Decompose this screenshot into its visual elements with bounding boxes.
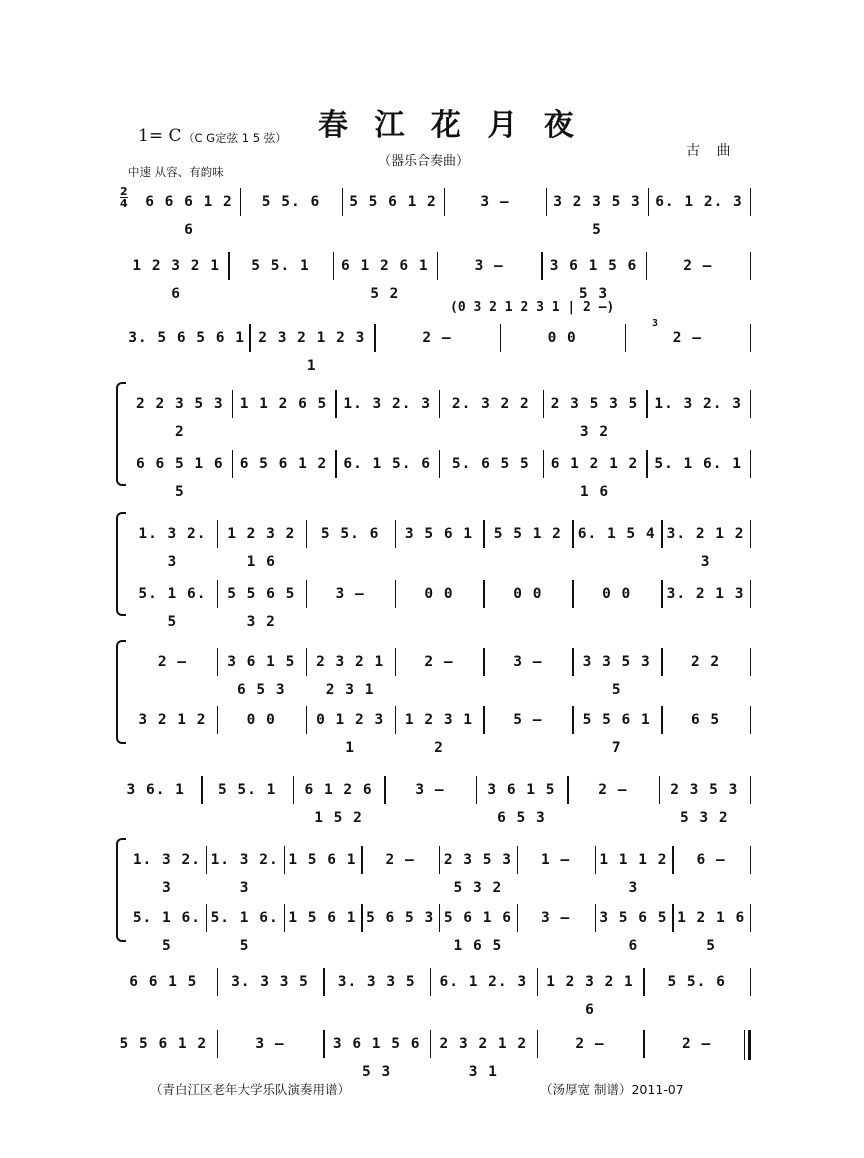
measure: 3 6 1 5 6 5 3	[549, 258, 638, 302]
measure: 2 –	[672, 330, 702, 346]
measure: 6 5 6 1 2	[239, 456, 328, 472]
measure: 2 2 3 5 3 2	[136, 396, 224, 440]
barline	[750, 188, 751, 216]
measure: 1 5 6 1	[288, 910, 357, 926]
score-line	[0, 580, 864, 630]
measure: 2 3 2 1 2 3 1	[258, 330, 366, 374]
measure: 2 –	[598, 782, 628, 798]
footer-credit-right: （汤厚宽 制谱）2011-07	[540, 1082, 684, 1097]
measure: 1. 3 2. 3	[210, 852, 279, 896]
measure: 2 –	[157, 654, 188, 670]
measure: 1. 3 2. 3	[343, 396, 431, 412]
measure: 1 2 3 2 1 6	[546, 974, 634, 1018]
measure: 3 5 6 5 6	[599, 910, 668, 954]
measure: 3 5 6 1	[404, 526, 474, 542]
tempo-marking: 中速 从容、有韵味	[128, 165, 224, 179]
measure: 3 3 5 3 5	[582, 654, 651, 698]
score-line	[0, 390, 864, 440]
measure: 5. 6 5 5	[451, 456, 530, 472]
key-signature: 1= C	[138, 126, 182, 146]
measure: 5 5 6 1 2	[119, 1036, 208, 1052]
score-line	[0, 450, 864, 500]
measure: 1 2 1 6 5	[677, 910, 746, 954]
measure: 2. 3 2 2	[451, 396, 530, 412]
measure: 6 1 2 6 1 5 2	[304, 782, 373, 826]
measure: 2 2	[690, 654, 721, 670]
measure: 1 –	[541, 852, 571, 868]
score-line	[0, 706, 864, 756]
measure: 3 6 1 5 6 5 3	[227, 654, 296, 698]
measure: 2 3 5 3 5 3 2	[550, 396, 639, 440]
measure: 2 –	[575, 1036, 605, 1052]
measure: 3 –	[541, 910, 571, 926]
measure: 3 –	[474, 258, 504, 274]
measure: 1. 3 2. 3	[132, 852, 201, 896]
score-line	[0, 520, 864, 570]
measure: 2 3 2 1 2 3 1	[439, 1036, 528, 1080]
measure: 3 2 3 5 3 5	[553, 194, 641, 238]
measure: 6 –	[696, 852, 726, 868]
measure: 1. 3 2. 3	[138, 526, 207, 570]
barline	[750, 706, 751, 734]
time-signature-top: 2	[120, 185, 128, 198]
measure: 2 3 2 1 2 3 1	[316, 654, 385, 698]
score-line	[0, 648, 864, 698]
barline	[750, 904, 751, 932]
measure: 3 –	[415, 782, 445, 798]
measure: 6 6 6 1 2 6	[145, 194, 233, 238]
measure: 0 0	[547, 330, 577, 346]
barline	[750, 252, 751, 280]
measure: 5 5. 6	[667, 974, 726, 990]
score-line	[0, 904, 864, 954]
measure: 1 1 2 6 5	[239, 396, 328, 412]
barline	[750, 450, 751, 478]
barline	[750, 390, 751, 418]
score-line	[0, 846, 864, 896]
subtitle: （器乐合奏曲）	[378, 154, 470, 169]
page-title: 春 江 花 月 夜	[318, 108, 582, 143]
measure: 3 –	[513, 654, 543, 670]
interlude-phrase: (0 3 2 1 2 3 1 | 2 –)	[450, 300, 615, 315]
measure: 6. 1 2. 3	[439, 974, 528, 990]
barline	[750, 324, 751, 352]
measure: 1. 3 2. 3	[654, 396, 742, 412]
measure: 5 5 6 1 7	[582, 712, 651, 756]
measure: 5. 1 6. 5	[132, 910, 201, 954]
measure: 2 –	[682, 1036, 712, 1052]
measure: 3 2 1 2	[138, 712, 207, 728]
measure: 2 –	[683, 258, 713, 274]
measure: 5 –	[513, 712, 543, 728]
footer-credit-left: （青白江区老年大学乐队演奏用谱）	[150, 1082, 351, 1097]
score-line	[0, 252, 864, 302]
measure: 3 6. 1	[126, 782, 185, 798]
measure: 6 1 2 1 2 1 6	[550, 456, 639, 500]
measure: 5. 1 6. 1	[654, 456, 742, 472]
measure: 0 0	[424, 586, 454, 602]
measure: 1 5 6 1	[288, 852, 357, 868]
measure: 5. 1 6. 5	[138, 586, 207, 630]
measure: 6 6 1 5	[129, 974, 198, 990]
measure: 1 1 1 2 3	[599, 852, 668, 896]
measure: 3 –	[480, 194, 510, 210]
measure: 3. 2 1 2 3	[666, 526, 745, 570]
barline	[750, 648, 751, 676]
measure: 5 5 6 5 3 2	[227, 586, 296, 630]
measure: 6. 1 5 4	[577, 526, 656, 542]
measure: 1 2 3 1 2	[404, 712, 474, 756]
barline	[750, 520, 751, 548]
barline	[750, 580, 751, 608]
measure: 1 2 3 2 1 6	[227, 526, 296, 570]
measure: 3 6 1 5 6 5 3	[487, 782, 556, 826]
measure: 3 6 1 5 6 5 3	[332, 1036, 421, 1080]
measure: 6. 1 5. 6	[343, 456, 431, 472]
measure: 0 0	[246, 712, 276, 728]
score-line	[0, 776, 864, 826]
final-barline-thick	[748, 1030, 751, 1060]
measure: 3. 3 3 5	[337, 974, 416, 990]
time-signature-bottom: 4	[120, 197, 128, 210]
measure: 6 6 5 1 6 5	[136, 456, 224, 500]
measure: 6 1 2 6 1 5 2	[341, 258, 429, 302]
measure: 3 –	[255, 1036, 285, 1052]
barline	[750, 846, 751, 874]
measure: 2 –	[422, 330, 452, 346]
score-line	[0, 1030, 864, 1080]
measure: 1 2 3 2 1 6	[132, 258, 220, 302]
measure: 3 –	[335, 586, 365, 602]
measure: 5 6 1 6 1 6 5	[443, 910, 512, 954]
measure: 2 3 5 3 5 3 2	[670, 782, 739, 826]
measure: 5. 1 6. 5	[210, 910, 279, 954]
score-line	[0, 185, 864, 238]
measure: 5 5 1 2	[493, 526, 562, 542]
measure: 2 –	[385, 852, 415, 868]
barline	[750, 776, 751, 804]
final-barline-thin	[744, 1030, 745, 1060]
barline	[750, 968, 751, 996]
measure: 3. 5 6 5 6 1	[128, 330, 245, 346]
composer: 古 曲	[686, 143, 737, 159]
measure: 5 6 5 3	[366, 910, 435, 926]
measure: 0 1 2 3 1	[316, 712, 385, 756]
measure: 6. 1 2. 3	[655, 194, 743, 210]
measure: 5 5. 6	[320, 526, 380, 542]
score-line	[0, 324, 864, 374]
measure: 5 5 6 1 2	[349, 194, 437, 210]
measure: 2 –	[424, 654, 454, 670]
score-line	[0, 968, 864, 1018]
measure: 2 3 5 3 5 3 2	[443, 852, 512, 896]
measure: 0 0	[513, 586, 543, 602]
measure: 3. 3 3 5	[231, 974, 309, 990]
measure: 0 0	[602, 586, 632, 602]
measure: 6 5	[690, 712, 721, 728]
tuning-note: （C G定弦 1 5 弦）	[183, 131, 287, 145]
measure: 3. 2 1 3	[666, 586, 745, 602]
measure: 5 5. 1	[251, 258, 310, 274]
breath-mark: 3	[652, 318, 659, 329]
measure: 5 5. 1	[217, 782, 277, 798]
measure: 5 5. 6	[261, 194, 321, 210]
